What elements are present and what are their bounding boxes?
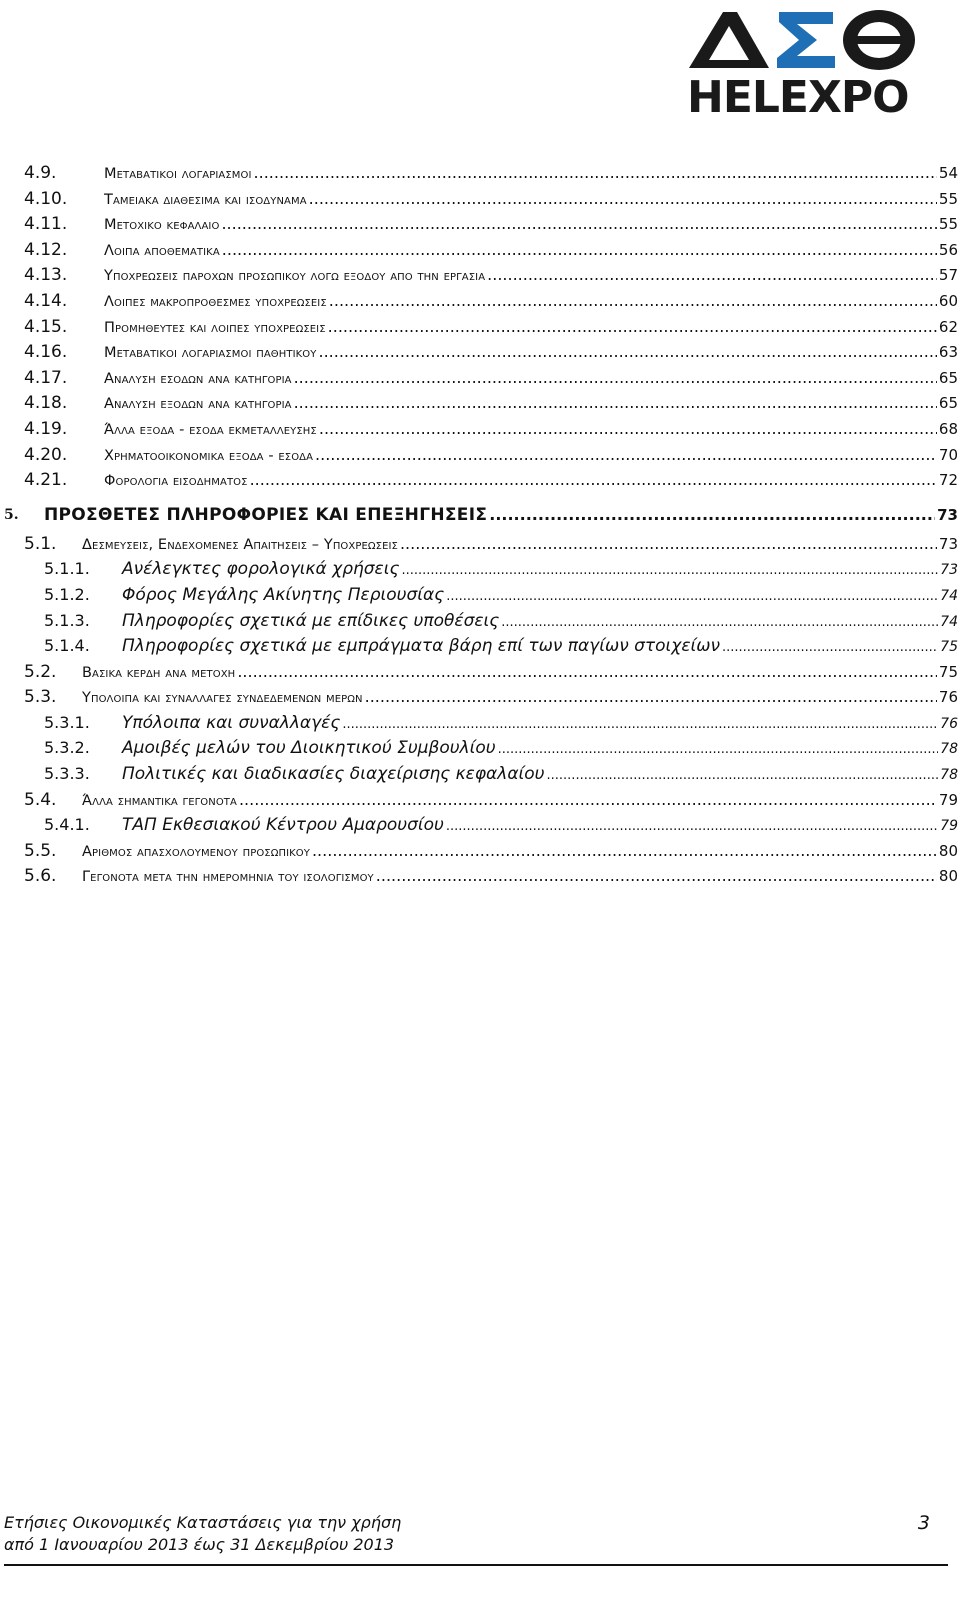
toc-leader	[400, 534, 937, 553]
table-of-contents	[4, 163, 958, 892]
toc-number: 5.2.	[24, 661, 57, 682]
toc-entry[interactable]	[24, 559, 958, 585]
toc-title: Ανέλεγκτες φορολογικά χρήσεις	[122, 559, 400, 580]
toc-number: 5.1.2.	[44, 584, 90, 604]
toc-entry[interactable]	[24, 189, 958, 215]
toc-number: 5.4.1.	[44, 815, 90, 835]
toc-page: 73	[938, 534, 958, 553]
toc-leader	[315, 445, 937, 464]
toc-entry[interactable]	[24, 470, 958, 496]
toc-leader	[309, 189, 937, 208]
toc-leader	[319, 419, 937, 438]
toc-title: Πληροφορίες σχετικά με επίδικες υποθέσεις	[122, 610, 500, 631]
toc-number: 5.3.	[24, 687, 57, 708]
toc-number: 4.12.	[24, 239, 68, 260]
footer-rule	[4, 1564, 948, 1566]
page-footer	[4, 1512, 930, 1556]
toc-number: 5.5.	[24, 840, 57, 861]
toc-title: Δεσμευσεις, Ενδεχομενες Απαιτησεις – Υποχρεωσεις	[82, 536, 398, 553]
toc-entry[interactable]	[24, 265, 958, 291]
toc-leader	[312, 841, 937, 860]
toc-number: 4.10.	[24, 188, 68, 209]
toc-page: 74	[940, 587, 958, 604]
toc-number: 4.20.	[24, 444, 68, 465]
toc-number: 4.15.	[24, 316, 68, 337]
toc-leader	[547, 768, 939, 783]
toc-page: 78	[940, 767, 958, 784]
toc-number: 5.1.4.	[44, 636, 90, 656]
toc-entry[interactable]	[24, 764, 958, 790]
toc-page: 80	[938, 867, 958, 886]
toc-entry[interactable]	[24, 419, 958, 445]
toc-title: Μεταβατικοι λογαριασμοι	[104, 166, 252, 182]
toc-title: Αναλυση εσοδων ανα κατηγορια	[104, 370, 292, 387]
toc-page: 55	[938, 215, 958, 234]
footer-line-2: από 1 Ιανουαρίου 2013 έως 31 Δεκεμβρίου 2013	[4, 1535, 395, 1554]
toc-title: Γεγονοτα μετα την ημερομηνια του ισολογισμου	[82, 869, 374, 886]
toc-page: 79	[938, 790, 958, 809]
toc-title: Πληροφορίες σχετικά με εμπράγματα βάρη επί των παγίων στοιχείων	[122, 636, 721, 657]
toc-title: Αμοιβές μελών του Διοικητικού Συμβουλίου	[122, 738, 496, 759]
toc-leader	[222, 240, 937, 259]
toc-entry[interactable]	[24, 687, 958, 713]
toc-entry[interactable]	[24, 815, 958, 841]
toc-title: Άλλα εξοδα - εσοδα εκμεταλλευσης	[104, 421, 317, 438]
toc-number: 4.14.	[24, 290, 68, 311]
toc-leader	[254, 163, 937, 182]
toc-page: 79	[940, 818, 958, 835]
toc-leader	[221, 214, 936, 233]
toc-number: 5.1.1.	[44, 559, 90, 579]
toc-title: ΤΑΠ Εκθεσιακού Κέντρου Αμαρουσίου	[122, 815, 444, 836]
toc-entry[interactable]	[24, 611, 958, 637]
toc-page: 72	[938, 471, 958, 490]
toc-entry[interactable]	[24, 445, 958, 471]
toc-entry[interactable]	[24, 585, 958, 611]
footer-line-1: Ετήσιες Οικονομικές Καταστάσεις για την χρήση	[4, 1513, 402, 1532]
toc-leader	[446, 589, 938, 604]
toc-title: Μεταβατικοι λογαριασμοι παθητικου	[104, 345, 317, 362]
toc-leader	[489, 505, 935, 524]
toc-entry[interactable]	[24, 317, 958, 343]
toc-page: 73	[940, 562, 958, 579]
toc-number: 5.1.	[24, 533, 57, 554]
toc-page: 75	[938, 662, 958, 681]
toc-page: 76	[938, 688, 958, 707]
toc-entry[interactable]	[24, 790, 958, 816]
toc-entry[interactable]	[24, 866, 958, 892]
page-number: 3	[917, 1512, 930, 1534]
toc-number: 4.16.	[24, 342, 68, 363]
toc-title: Πολιτικές και διαδικασίες διαχείρισης κεφαλαίου	[122, 764, 545, 785]
toc-title: Φόρος Μεγάλης Ακίνητης Περιουσίας	[122, 584, 445, 605]
toc-page: 73	[937, 505, 958, 524]
toc-title: Υπόλοιπα και συναλλαγές	[122, 712, 341, 733]
toc-title: Υποχρεωσεις παροχων προσωπικου λογω εξοδου απο την εργασια	[104, 268, 486, 285]
toc-number: 5.	[4, 506, 19, 523]
toc-number: 4.18.	[24, 393, 68, 414]
toc-page: 68	[938, 419, 958, 438]
toc-number: 5.3.1.	[44, 712, 90, 732]
toc-entry[interactable]	[24, 662, 958, 688]
toc-title: Μετοχικο κεφαλαιο	[104, 217, 220, 234]
toc-page: 75	[940, 639, 958, 656]
toc-page: 74	[940, 613, 958, 630]
toc-leader	[319, 342, 937, 361]
toc-entry[interactable]	[24, 393, 958, 419]
toc-page: 54	[938, 164, 958, 182]
toc-number: 4.21.	[24, 470, 68, 491]
toc-leader	[487, 265, 937, 284]
toc-entry[interactable]	[24, 342, 958, 368]
toc-leader	[446, 819, 938, 834]
toc-number: 5.3.2.	[44, 738, 90, 758]
helexpo-logo	[683, 6, 945, 118]
toc-entry[interactable]	[24, 534, 958, 560]
toc-page: 63	[938, 343, 958, 362]
toc-page: 57	[938, 266, 958, 285]
toc-leader	[328, 317, 937, 336]
toc-title: Προμηθευτες και λοιπες υποχρεωσεις	[104, 319, 326, 336]
toc-entry[interactable]	[24, 636, 958, 662]
toc-leader	[376, 866, 937, 885]
toc-entry[interactable]	[24, 240, 958, 266]
toc-entry[interactable]	[24, 214, 958, 240]
toc-title: Φορολογια εισοδηματος	[104, 473, 248, 490]
toc-number: 4.19.	[24, 418, 68, 439]
helexpo-logo-icon	[683, 6, 945, 118]
toc-page: 56	[938, 240, 958, 259]
toc-leader	[237, 662, 937, 681]
toc-title: Λοιπα αποθεματικα	[104, 242, 220, 259]
toc-page: 62	[938, 317, 958, 336]
toc-leader	[250, 470, 937, 489]
toc-leader	[294, 368, 937, 387]
toc-title: Βασικα κερδη ανα μετοχη	[82, 664, 236, 681]
toc-page: 60	[938, 291, 958, 310]
toc-title: Υπολοιπα και συναλλαγες συνδεδεμενων μερων	[82, 690, 363, 707]
toc-number: 4.11.	[24, 214, 68, 235]
toc-leader	[722, 640, 938, 655]
toc-page: 55	[938, 189, 958, 208]
toc-entry[interactable]	[24, 841, 958, 867]
toc-leader	[498, 742, 939, 757]
toc-page: 80	[938, 841, 958, 860]
toc-entry[interactable]	[24, 368, 958, 394]
toc-title: Ταμειακα διαθεσιμα και ισοδυναμα	[104, 191, 307, 208]
toc-number: 5.4.	[24, 789, 57, 810]
toc-leader	[342, 717, 938, 732]
toc-leader	[239, 790, 937, 809]
toc-title: Αναλυση εξοδων ανα κατηγορια	[104, 396, 292, 413]
toc-entry[interactable]	[24, 163, 958, 189]
toc-leader	[294, 393, 937, 412]
toc-number: 5.1.3.	[44, 610, 90, 630]
toc-leader	[501, 615, 938, 630]
toc-title: Άλλα σημαντικα γεγονοτα	[82, 792, 237, 809]
toc-leader	[365, 687, 937, 706]
toc-number: 4.17.	[24, 367, 68, 388]
toc-number: 5.3.3.	[44, 764, 90, 784]
toc-number: 4.9.	[24, 163, 57, 183]
svg-text:HELEXPO: HELEXPO	[687, 72, 909, 118]
toc-leader	[401, 563, 938, 578]
toc-leader	[329, 291, 937, 310]
toc-title: Λοιπες μακροπροθεσμες υποχρεωσεις	[104, 293, 327, 310]
toc-entry[interactable]	[24, 738, 958, 764]
toc-number: 5.6.	[24, 866, 57, 887]
toc-page: 70	[938, 445, 958, 464]
toc-page: 76	[940, 715, 958, 732]
toc-page: 78	[940, 741, 958, 758]
toc-number: 4.13.	[24, 265, 68, 286]
toc-title: ΠΡΟΣΘΕΤΕΣ ΠΛΗΡΟΦΟΡΙΕΣ ΚΑΙ ΕΠΕΞΗΓΗΣΕΙΣ	[44, 504, 488, 525]
toc-section-5[interactable]	[4, 496, 958, 534]
toc-entry[interactable]	[24, 713, 958, 739]
toc-page: 65	[938, 394, 958, 413]
toc-entry[interactable]	[24, 291, 958, 317]
toc-title: Χρηματοοικονομικα εξοδα - εσοδα	[104, 447, 314, 464]
toc-page: 65	[938, 368, 958, 387]
toc-title: Αριθμος απασχολουμενου προσωπικου	[82, 843, 310, 860]
